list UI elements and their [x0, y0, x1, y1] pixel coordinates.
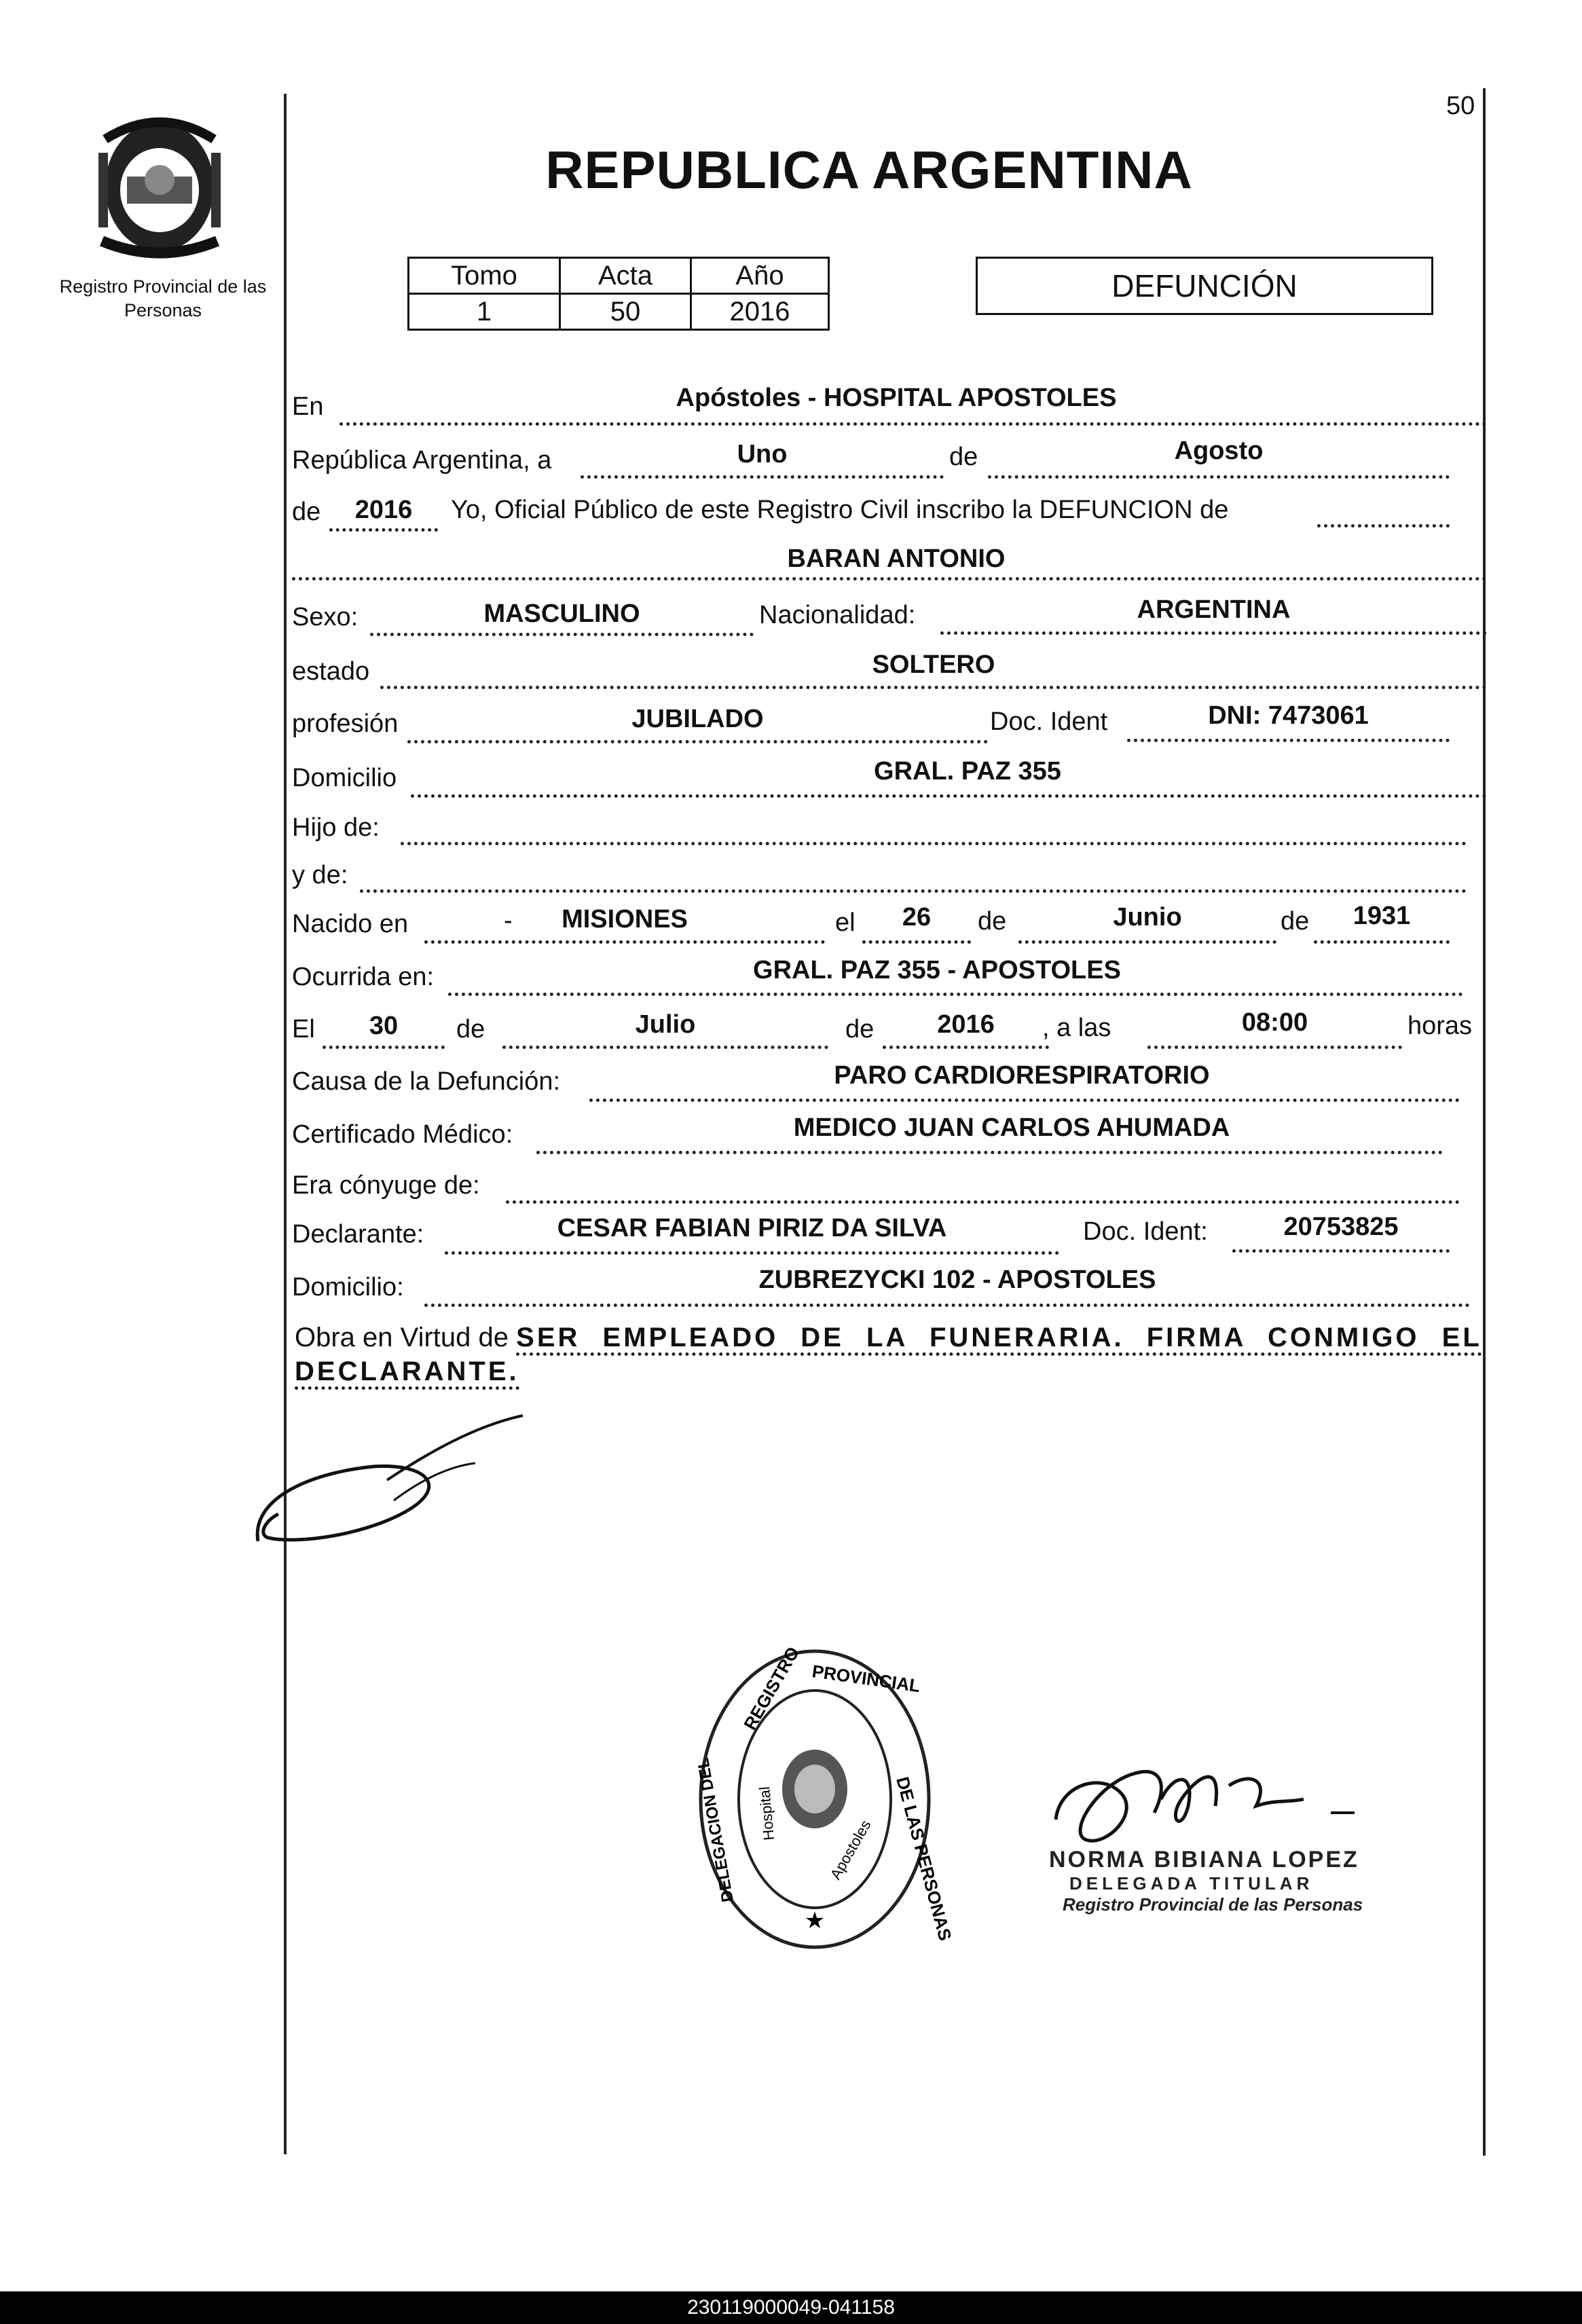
- nacionalidad-label: Nacionalidad:: [759, 601, 916, 629]
- nacido-line: [424, 940, 825, 944]
- year-de-label: de: [292, 498, 321, 526]
- death-year-line: [883, 1046, 1049, 1049]
- page-number: 50: [1446, 92, 1475, 120]
- year-value: 2016: [354, 496, 413, 524]
- registry-stamp: [693, 1643, 956, 1955]
- decl-dom-line: [424, 1304, 1470, 1307]
- nacionalidad-value: ARGENTINA: [1137, 595, 1291, 624]
- el2-label: El: [292, 1015, 315, 1044]
- place-line: [339, 422, 1487, 426]
- decl-doc-value: 20753825: [1283, 1213, 1399, 1241]
- yo-end-line: [1317, 524, 1450, 528]
- domicilio-value: GRAL. PAZ 355: [874, 757, 1061, 786]
- year-line: [329, 528, 438, 532]
- deceased-name: BARAN ANTONIO: [787, 545, 1006, 573]
- profesion-label: profesión: [292, 709, 399, 738]
- ocurrida-line: [448, 993, 1463, 996]
- profesion-value: JUBILADO: [631, 705, 764, 733]
- svg-text:REGISTRO: REGISTRO: [739, 1643, 804, 1733]
- registry-name: Registro Provincial de las Personas: [59, 276, 267, 320]
- obra-paragraph: [295, 1321, 1492, 1388]
- svg-text:DELEGACION DEL: DELEGACION DEL: [694, 1756, 737, 1904]
- registry-table: [407, 257, 830, 331]
- decl-dom-value: ZUBREZYCKI 102 - APOSTOLES: [758, 1266, 1156, 1294]
- anio-header: Año: [691, 258, 829, 294]
- page-title: REPUBLICA ARGENTINA: [545, 140, 1193, 200]
- birth-month-line: [1018, 940, 1276, 944]
- svg-text:PROVINCIAL: PROVINCIAL: [811, 1661, 922, 1697]
- death-day: 30: [369, 1012, 399, 1040]
- el-label: el: [835, 908, 856, 937]
- decl-doc-line: [1232, 1249, 1450, 1253]
- obra-value: SER EMPLEADO DE LA FUNERARIA. FIRMA CONMIGO EL DECLARANTE.: [295, 1323, 1482, 1390]
- birth-year-line: [1314, 940, 1450, 944]
- nacido-label: Nacido en: [292, 910, 409, 938]
- sexo-value: MASCULINO: [483, 600, 640, 628]
- yde-line: [360, 889, 1467, 893]
- domicilio-line: [411, 794, 1487, 798]
- de-label: de: [949, 443, 978, 471]
- birth-day-line: [862, 940, 971, 944]
- left-margin-line: [284, 94, 287, 2154]
- death-de1: de: [456, 1015, 485, 1044]
- day-value: Uno: [737, 440, 788, 468]
- decl-dom-label: Domicilio:: [292, 1273, 404, 1302]
- official-name: NORMA BIBIANA LOPEZ: [1049, 1847, 1359, 1873]
- hijo-label: Hijo de:: [292, 813, 380, 842]
- nacido-dash: -: [504, 906, 513, 935]
- death-month-line: [502, 1046, 828, 1049]
- estado-value: SOLTERO: [872, 650, 995, 679]
- official-office: Registro Provincial de las Personas: [1063, 1894, 1363, 1915]
- nacionalidad-line: [940, 631, 1487, 635]
- declarante-label: Declarante:: [292, 1220, 424, 1249]
- birth-month: Junio: [1113, 903, 1182, 932]
- month-line: [988, 475, 1450, 479]
- domicilio-label: Domicilio: [292, 764, 397, 792]
- svg-text:★: ★: [804, 1908, 826, 1934]
- nacido-value: MISIONES: [562, 905, 688, 934]
- obra-label: Obra en Virtud de: [295, 1323, 509, 1352]
- yo-text: Yo, Oficial Público de este Registro Civil inscribo la DEFUNCION de: [451, 496, 1229, 524]
- death-year: 2016: [937, 1010, 995, 1039]
- birth-de1: de: [978, 907, 1007, 936]
- declarante-value: CESAR FABIAN PIRIZ DA SILVA: [557, 1214, 947, 1242]
- declarant-signature: [251, 1399, 536, 1555]
- causa-label: Causa de la Defunción:: [292, 1067, 561, 1096]
- declarante-line: [445, 1251, 1059, 1255]
- death-de2: de: [845, 1015, 875, 1044]
- causa-line: [589, 1099, 1460, 1102]
- svg-text:DE LAS PERSONAS: DE LAS PERSONAS: [892, 1774, 956, 1943]
- svg-text:Hospital: Hospital: [756, 1786, 777, 1841]
- yde-label: y de:: [292, 861, 348, 889]
- alas-label: , a las: [1042, 1014, 1111, 1042]
- official-signature-scribble: [1046, 1745, 1372, 1860]
- horas-label: horas: [1408, 1012, 1473, 1040]
- doc-ident-line: [1127, 739, 1450, 742]
- birth-day: 26: [902, 903, 932, 932]
- ocurrida-label: Ocurrida en:: [292, 963, 435, 991]
- causa-value: PARO CARDIORESPIRATORIO: [834, 1061, 1210, 1090]
- en-label: En: [292, 392, 324, 421]
- estado-line: [380, 686, 1487, 689]
- tomo-header: Tomo: [409, 258, 560, 294]
- certificado-value: MEDICO JUAN CARLOS AHUMADA: [793, 1113, 1230, 1142]
- birth-year: 1931: [1353, 902, 1411, 930]
- official-title: DELEGADA TITULAR: [1069, 1873, 1314, 1894]
- profesion-line: [407, 740, 988, 743]
- estado-label: estado: [292, 657, 370, 686]
- acta-value: 50: [560, 294, 691, 330]
- death-time: 08:00: [1241, 1008, 1308, 1037]
- doc-ident-label: Doc. Ident: [990, 707, 1108, 736]
- month-value: Agosto: [1174, 437, 1264, 465]
- day-line: [581, 475, 944, 479]
- ocurrida-value: GRAL. PAZ 355 - APOSTOLES: [753, 956, 1121, 984]
- death-month: Julio: [635, 1010, 696, 1039]
- sexo-line: [370, 633, 754, 636]
- conyuge-line: [506, 1200, 1460, 1204]
- right-margin-line: [1483, 88, 1486, 2156]
- document-type-box: DEFUNCIÓN: [976, 257, 1433, 315]
- conyuge-label: Era cónyuge de:: [292, 1171, 480, 1200]
- anio-value: 2016: [691, 294, 829, 330]
- republica-label: República Argentina, a: [292, 446, 552, 475]
- official-signature-block: [1049, 1847, 1456, 1915]
- provincia-misiones-logo: [85, 112, 234, 265]
- certificado-line: [536, 1151, 1443, 1154]
- death-time-line: [1147, 1046, 1402, 1049]
- hijo-line: [401, 842, 1467, 845]
- doc-ident-value: DNI: 7473061: [1208, 701, 1369, 730]
- decl-doc-label: Doc. Ident:: [1083, 1217, 1208, 1246]
- birth-de2: de: [1281, 907, 1310, 936]
- name-line: [292, 577, 1487, 580]
- sexo-label: Sexo:: [292, 603, 358, 631]
- place-value: Apóstoles - HOSPITAL APOSTOLES: [676, 384, 1117, 412]
- tomo-value: 1: [409, 294, 560, 330]
- acta-header: Acta: [560, 258, 691, 294]
- svg-text:Apostoles: Apostoles: [826, 1817, 875, 1883]
- death-day-line: [323, 1046, 445, 1049]
- certificado-label: Certificado Médico:: [292, 1120, 513, 1149]
- document-footer-code: 230119000049-041158: [0, 2291, 1582, 2324]
